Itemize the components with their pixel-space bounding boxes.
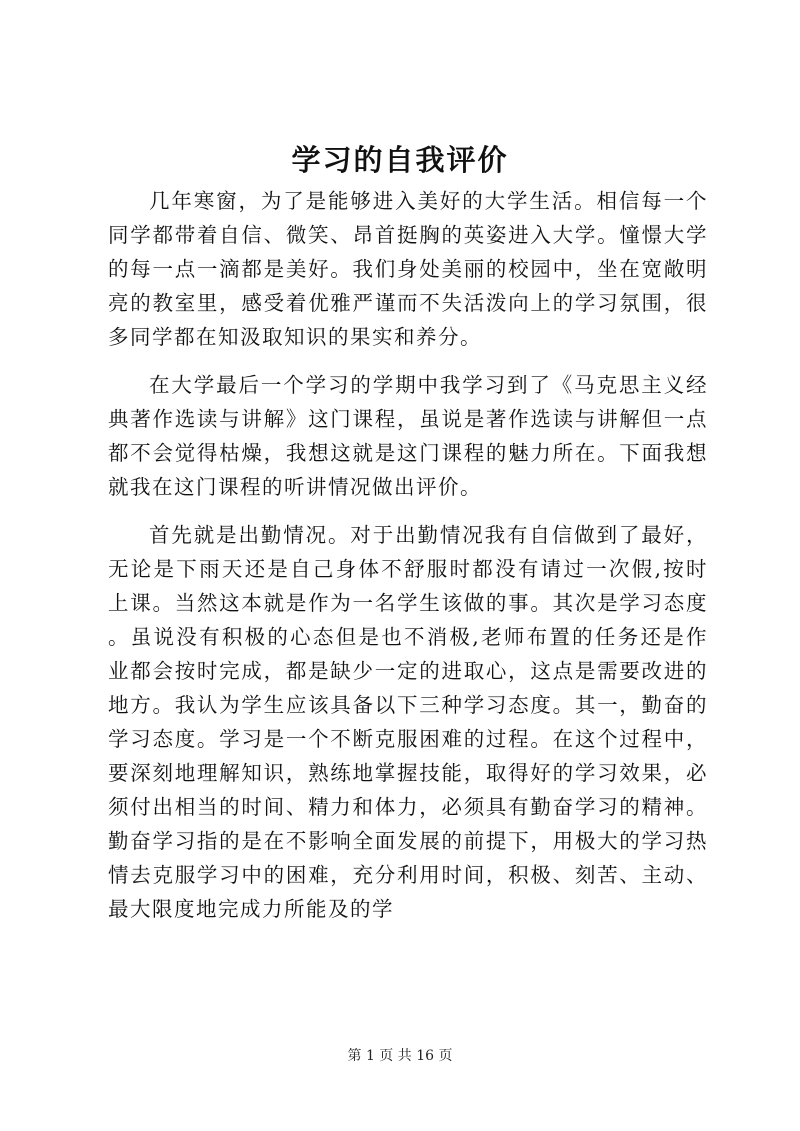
page-footer: 第 1 页 共 16 页 (347, 1048, 453, 1064)
paragraph-spacer (108, 504, 708, 518)
paragraph-2: 在大学最后一个学习的学期中我学习到了《马克思主义经典著作选读与讲解》这门课程，虽说是著作选读与讲解但一点都不会觉得枯燥，我想这就是这门课程的魅力所在。下面我想就我在这门课程的听讲情况做出评价。 (108, 373, 708, 499)
paragraph-1: 几年寒窗，为了是能够进入美好的大学生活。相信每一个同学都带着自信、微笑、昂首挺胸的英姿进入大学。憧憬大学的每一点一滴都是美好。我们身处美丽的校园中，坐在宽敞明亮的教室里，感受着优雅严谨而不失活泼向上的学习氛围，很多同学都在知汲取知识的果实和养分。 (108, 189, 708, 349)
document-title: 学习的自我评价 (291, 143, 509, 177)
document-body (108, 184, 708, 926)
paragraph-spacer (108, 354, 708, 368)
paragraph-3: 首先就是出勤情况。对于出勤情况我有自信做到了最好，无论是下雨天还是自己身体不舒服时都没有请过一次假,按时上课。当然这本就是作为一名学生该做的事。其次是学习态度。虽说没有积极的心态但是也不消极,老师布置的任务还是作业都会按时完成，都是缺少一定的进取心，这点是需要改进的地方。我认为学生应该具备以下三种学习态度。其一，勤奋的学习态度。学习是一个不断克服困难的过程。在这个过程中，要深刻地理解知识，熟练地掌握技能，取得好的学习效果，必须付出相当的时间、精力和体力，必须具有勤奋学习的精神。勤奋学习指的是在不影响全面发展的前提下，用极大的学习热情去克服学习中的困难，充分利用时间，积极、刻苦、主动、最大限度地完成力所能及的学 (108, 523, 708, 921)
